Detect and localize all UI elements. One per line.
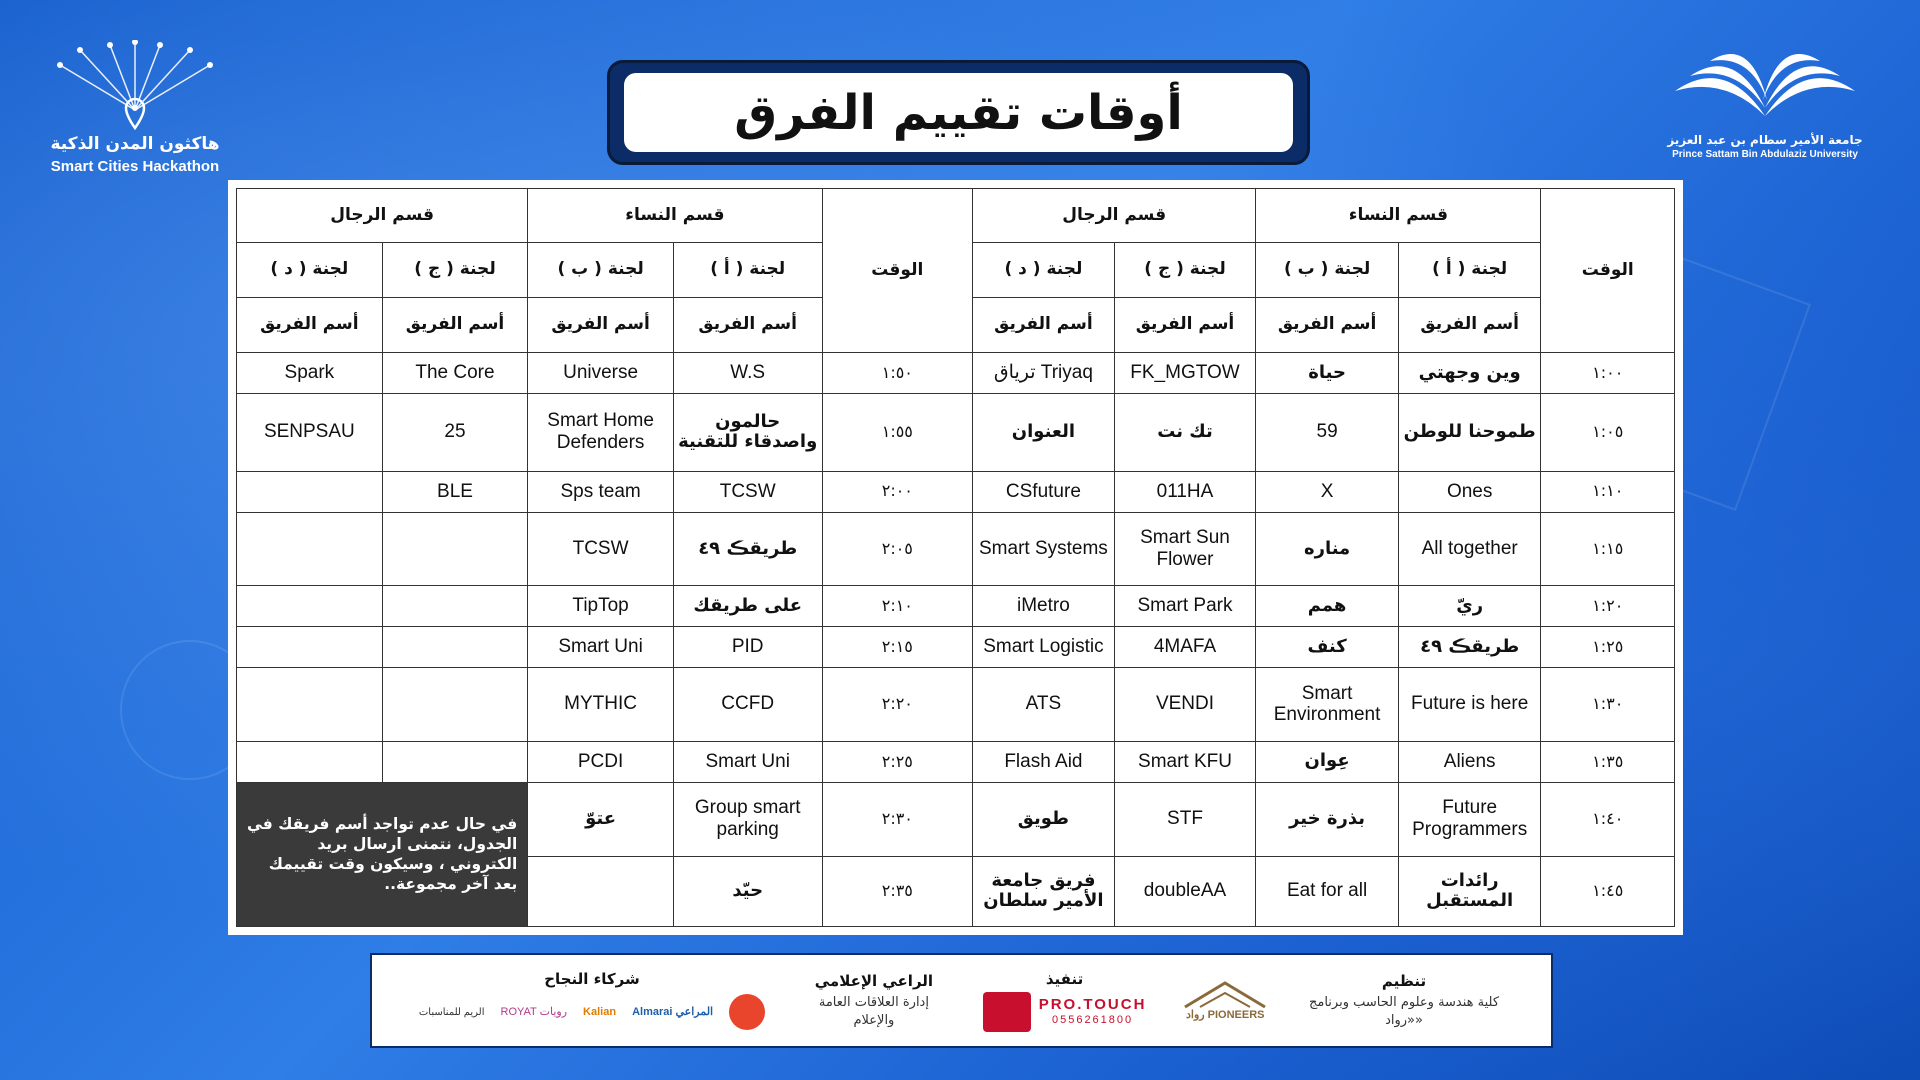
team-cell: Smart Logistic (973, 627, 1115, 668)
protouch-mark-icon (983, 992, 1031, 1032)
team-cell: PCDI (528, 741, 674, 782)
team-name-header: أسم الفريق (673, 298, 822, 353)
team-cell: Flash Aid (973, 741, 1115, 782)
team-cell: Eat for all (1256, 856, 1399, 926)
team-name-header: أسم الفريق (382, 298, 528, 353)
committee-b-header: لجنة ( ب ) (528, 243, 674, 298)
time-cell: ٢:٣٠ (822, 782, 973, 856)
team-cell: طويق (973, 782, 1115, 856)
team-cell: iMetro (973, 586, 1115, 627)
team-cell: 4MAFA (1114, 627, 1256, 668)
table-row (237, 471, 1675, 512)
partner-logo-kalian: Kalian (583, 1006, 617, 1019)
table-row (237, 512, 1675, 586)
time-cell: ١:٣٥ (1541, 741, 1675, 782)
committee-d-header: لجنة ( د ) (973, 243, 1115, 298)
team-cell: CCFD (673, 667, 822, 741)
partners-group (419, 955, 765, 1046)
time-cell: ١:٥٠ (822, 353, 973, 394)
committee-d-header: لجنة ( د ) (237, 243, 383, 298)
team-cell: ATS (973, 667, 1115, 741)
team-cell: Group smart parking (673, 782, 822, 856)
team-cell: Triyaq ترياق (973, 353, 1115, 394)
team-cell (382, 667, 528, 741)
team-cell (382, 586, 528, 627)
team-cell: عتوّ (528, 782, 674, 856)
title-frame (607, 60, 1310, 165)
university-logo (1650, 36, 1880, 176)
team-cell: All together (1398, 512, 1541, 586)
team-cell: وين وجهتي (1398, 353, 1541, 394)
hackathon-logo (40, 40, 230, 190)
team-cell: PID (673, 627, 822, 668)
team-cell: طموحنا للوطن (1398, 393, 1541, 471)
team-cell: همم (1256, 586, 1399, 627)
network-pin-icon (50, 40, 220, 130)
time-header: الوقت (1541, 189, 1675, 353)
team-cell: Smart Park (1114, 586, 1256, 627)
committee-c-header: لجنة ( ج ) (1114, 243, 1256, 298)
team-cell (237, 741, 383, 782)
university-english-name: Prince Sattam Bin Abdulaziz University (1672, 149, 1858, 160)
time-cell: ١:٥٥ (822, 393, 973, 471)
team-cell: 011HA (1114, 471, 1256, 512)
time-cell: ١:١٥ (1541, 512, 1675, 586)
women-section-header: قسم النساء (528, 189, 822, 243)
team-cell: Smart Uni (528, 627, 674, 668)
pioneers-logo-text: رواد PIONEERS (1185, 1009, 1265, 1022)
time-cell: ٢:٢٥ (822, 741, 973, 782)
team-cell: CSfuture (973, 471, 1115, 512)
media-sponsor-title: الراعي الإعلامي (814, 971, 934, 990)
partner-logo (729, 994, 765, 1032)
partner-logo-royat: ROYAT رويات (500, 1006, 568, 1019)
title-box (624, 73, 1293, 152)
team-cell (382, 627, 528, 668)
team-cell: VENDI (1114, 667, 1256, 741)
sponsors-bar (370, 953, 1553, 1048)
team-name-header: أسم الفريق (1398, 298, 1541, 353)
team-cell: 25 (382, 393, 528, 471)
team-cell: Spark (237, 353, 383, 394)
table-row (237, 741, 1675, 782)
team-cell: Smart Environment (1256, 667, 1399, 741)
time-header: الوقت (822, 189, 973, 353)
time-cell: ١:٢٠ (1541, 586, 1675, 627)
pioneers-roof-icon (1180, 979, 1270, 1009)
time-cell: ١:١٠ (1541, 471, 1675, 512)
team-cell (237, 512, 383, 586)
university-arabic-name: جامعة الأمير سطام بن عبد العزيز (1667, 133, 1863, 147)
team-cell: The Core (382, 353, 528, 394)
team-cell: Aliens (1398, 741, 1541, 782)
media-sponsor-group (799, 955, 949, 1046)
team-cell: عِوان (1256, 741, 1399, 782)
team-cell: رائدات المستقبل (1398, 856, 1541, 926)
team-cell: طريقڪ ٤٩ (1398, 627, 1541, 668)
team-cell: TCSW (673, 471, 822, 512)
time-cell: ٢:٠٠ (822, 471, 973, 512)
team-cell: حالمون واصدقاء للتقنية (673, 393, 822, 471)
team-name-header: أسم الفريق (1256, 298, 1399, 353)
time-cell: ١:٠٠ (1541, 353, 1675, 394)
team-cell: حياة (1256, 353, 1399, 394)
partner-logo-alreem: الريم للمناسبات (418, 1007, 485, 1018)
organizer-group (1304, 955, 1504, 1046)
executor-title: تنفيذ (1045, 969, 1084, 988)
team-cell: فريق جامعة الأمير سلطان (973, 856, 1115, 926)
time-cell: ١:٤٥ (1541, 856, 1675, 926)
team-cell: Smart Home Defenders (528, 393, 674, 471)
team-cell: حيّد (673, 856, 822, 926)
men-section-header: قسم الرجال (237, 189, 528, 243)
partner-logo-almarai: Almarai المراعي (632, 1006, 714, 1019)
schedule-panel (228, 180, 1683, 935)
team-cell: X (1256, 471, 1399, 512)
time-cell: ٢:١٥ (822, 627, 973, 668)
team-cell: كنف (1256, 627, 1399, 668)
team-cell (528, 856, 674, 926)
time-cell: ٢:٠٥ (822, 512, 973, 586)
team-cell: Smart KFU (1114, 741, 1256, 782)
team-name-header: أسم الفريق (1114, 298, 1256, 353)
team-cell (382, 512, 528, 586)
table-row (237, 353, 1675, 394)
table-row (237, 667, 1675, 741)
team-cell: MYTHIC (528, 667, 674, 741)
partners-title: شركاء النجاح (544, 969, 640, 988)
team-name-header: أسم الفريق (237, 298, 383, 353)
team-cell: Ones (1398, 471, 1541, 512)
hackathon-english-name: Smart Cities Hackathon (50, 158, 220, 175)
team-cell: Smart Systems (973, 512, 1115, 586)
team-cell: SENPSAU (237, 393, 383, 471)
team-cell: العنوان (973, 393, 1115, 471)
table-row (237, 586, 1675, 627)
pioneers-logo (1180, 955, 1270, 1046)
time-cell: ٢:٢٠ (822, 667, 973, 741)
team-cell: Smart Uni (673, 741, 822, 782)
team-cell (237, 667, 383, 741)
media-sponsor-text: إدارة العلاقات العامة والإعلام (818, 994, 929, 1028)
protouch-logo (983, 992, 1147, 1032)
team-cell: W.S (673, 353, 822, 394)
executor-group (983, 955, 1147, 1046)
open-book-icon (1665, 36, 1865, 131)
protouch-name: PRO.TOUCH (1038, 996, 1147, 1014)
team-cell: على طريقك (673, 586, 822, 627)
missing-team-note: في حال عدم تواجد أسم فريقك في الجدول، نتمنى ارسال بريد الكتروني ، وسيكون وقت تقييمك بعد آخر مجموعة.. (237, 782, 528, 926)
team-cell (237, 627, 383, 668)
time-cell: ١:٠٥ (1541, 393, 1675, 471)
team-cell: بذرة خير (1256, 782, 1399, 856)
team-cell: ريّ (1398, 586, 1541, 627)
women-section-header: قسم النساء (1256, 189, 1541, 243)
team-cell: Universe (528, 353, 674, 394)
team-cell: BLE (382, 471, 528, 512)
committee-b-header: لجنة ( ب ) (1256, 243, 1399, 298)
time-cell: ١:٢٥ (1541, 627, 1675, 668)
men-section-header: قسم الرجال (973, 189, 1256, 243)
team-cell: TipTop (528, 586, 674, 627)
team-cell: TCSW (528, 512, 674, 586)
team-cell (237, 471, 383, 512)
team-cell: تك نت (1114, 393, 1256, 471)
organizer-title: تنظيم (1381, 971, 1427, 990)
protouch-phone: 0556261800 (1051, 1013, 1134, 1026)
team-cell: doubleAA (1114, 856, 1256, 926)
committee-c-header: لجنة ( ج ) (382, 243, 528, 298)
team-cell: طريقڪ ٤٩ (673, 512, 822, 586)
table-row (237, 782, 1675, 856)
partner-emblem-icon (729, 994, 765, 1030)
team-cell (237, 586, 383, 627)
team-cell: FK_MGTOW (1114, 353, 1256, 394)
committee-a-header: لجنة ( أ ) (1398, 243, 1541, 298)
team-name-header: أسم الفريق (528, 298, 674, 353)
team-name-header: أسم الفريق (973, 298, 1115, 353)
committee-a-header: لجنة ( أ ) (673, 243, 822, 298)
time-cell: ٢:١٠ (822, 586, 973, 627)
table-row (237, 627, 1675, 668)
page-title: أوقات تقييم الفرق (734, 84, 1183, 141)
table-row (237, 393, 1675, 471)
team-cell: Sps team (528, 471, 674, 512)
schedule-table (236, 188, 1675, 927)
team-cell: Future Programmers (1398, 782, 1541, 856)
time-cell: ٢:٣٥ (822, 856, 973, 926)
team-cell: 59 (1256, 393, 1399, 471)
team-cell: مناره (1256, 512, 1399, 586)
time-cell: ١:٣٠ (1541, 667, 1675, 741)
organizer-text: كلية هندسة وعلوم الحاسب وبرنامج «رواد» (1308, 994, 1500, 1028)
partners-logos (419, 994, 765, 1032)
team-cell (382, 741, 528, 782)
team-cell: Smart Sun Flower (1114, 512, 1256, 586)
time-cell: ١:٤٠ (1541, 782, 1675, 856)
team-cell: STF (1114, 782, 1256, 856)
hackathon-arabic-name: هاكثون المدن الذكية (50, 134, 220, 154)
team-cell: Future is here (1398, 667, 1541, 741)
